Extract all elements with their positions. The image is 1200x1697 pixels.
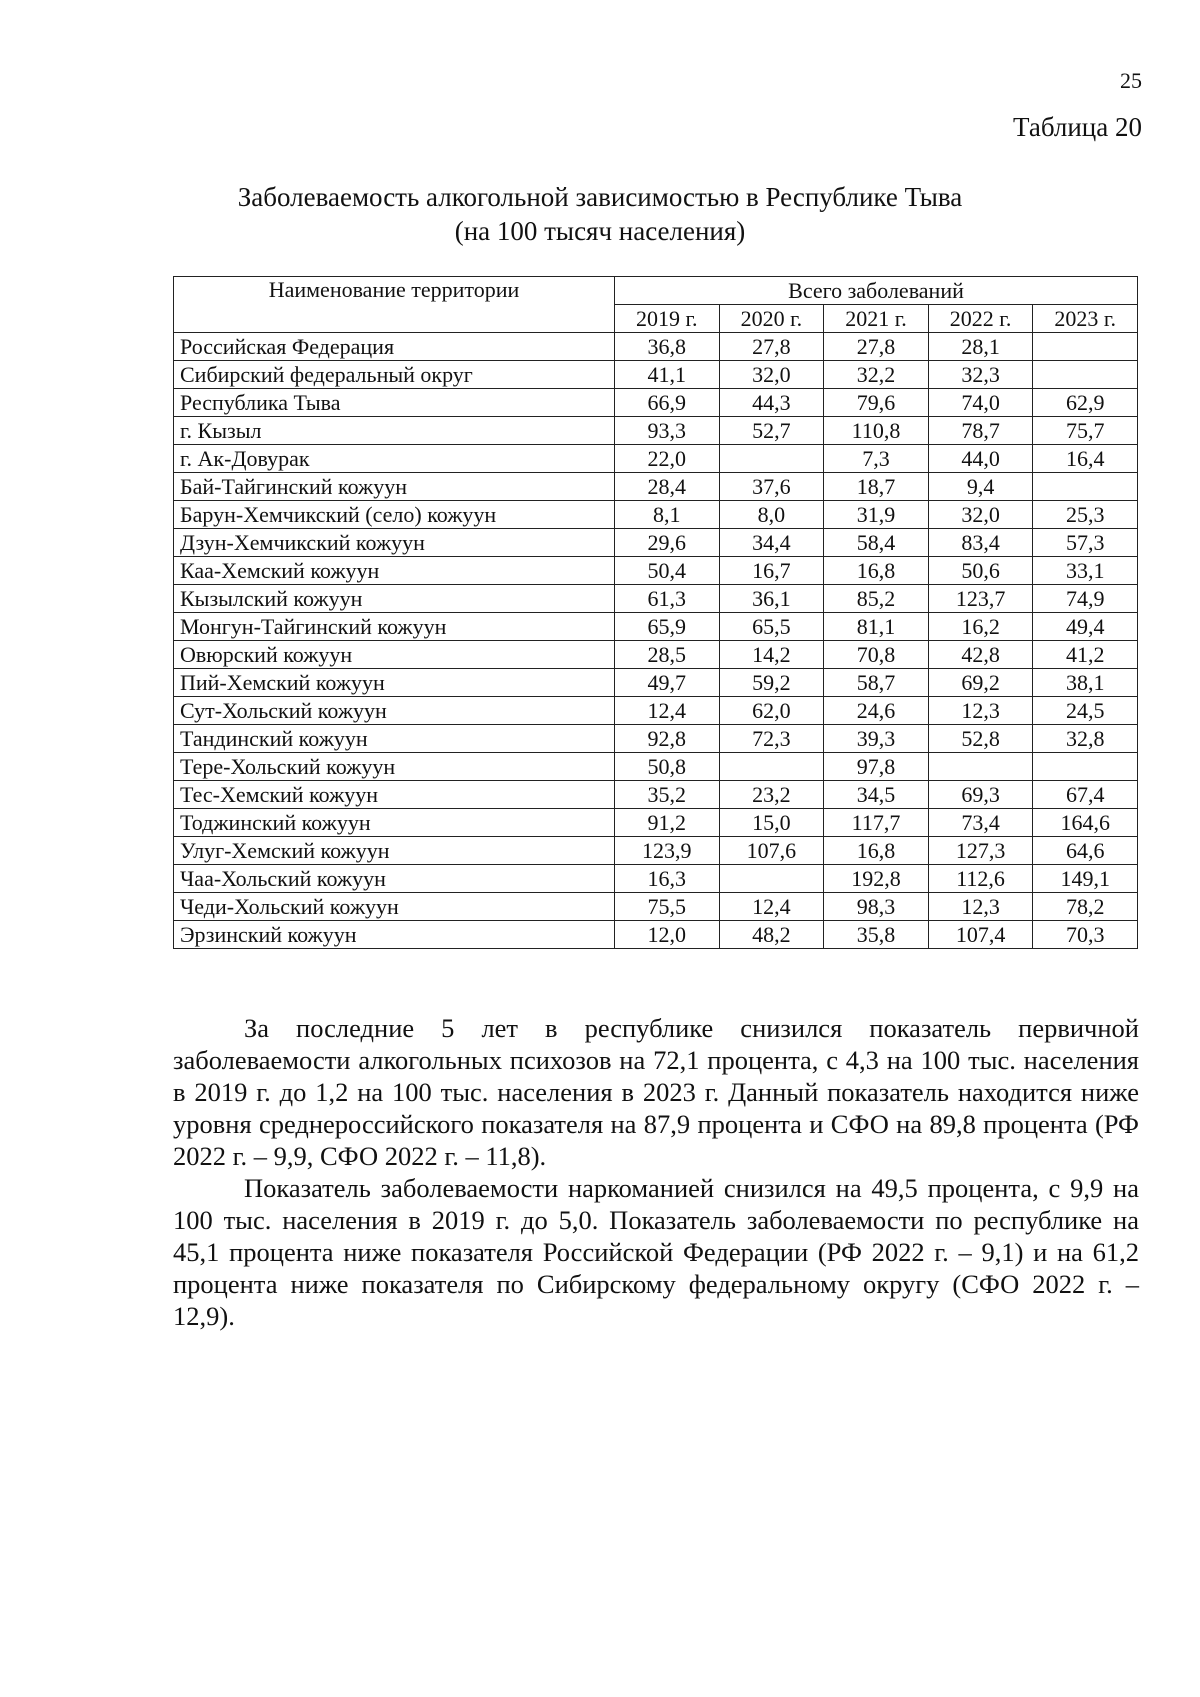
table-header-row-1 bbox=[174, 277, 1138, 305]
value-cell: 49,4 bbox=[1033, 613, 1138, 641]
value-cell: 127,3 bbox=[928, 837, 1033, 865]
value-cell: 78,7 bbox=[928, 417, 1033, 445]
territory-name: Улуг-Хемский кожуун bbox=[174, 837, 615, 865]
table-row bbox=[174, 753, 1138, 781]
table-row bbox=[174, 585, 1138, 613]
territory-name: Каа-Хемский кожуун bbox=[174, 557, 615, 585]
value-cell bbox=[928, 753, 1033, 781]
territory-name: г. Кызыл bbox=[174, 417, 615, 445]
value-cell: 8,0 bbox=[719, 501, 824, 529]
value-cell: 42,8 bbox=[928, 641, 1033, 669]
territory-name: Дзун-Хемчикский кожуун bbox=[174, 529, 615, 557]
value-cell: 37,6 bbox=[719, 473, 824, 501]
value-cell: 34,4 bbox=[719, 529, 824, 557]
territory-name: Тандинский кожуун bbox=[174, 725, 615, 753]
value-cell: 69,2 bbox=[928, 669, 1033, 697]
value-cell: 38,1 bbox=[1033, 669, 1138, 697]
territory-name: Овюрский кожуун bbox=[174, 641, 615, 669]
value-cell: 15,0 bbox=[719, 809, 824, 837]
value-cell: 27,8 bbox=[719, 333, 824, 361]
value-cell: 32,3 bbox=[928, 361, 1033, 389]
value-cell: 149,1 bbox=[1033, 865, 1138, 893]
value-cell: 44,0 bbox=[928, 445, 1033, 473]
value-cell: 50,4 bbox=[615, 557, 720, 585]
value-cell: 16,8 bbox=[824, 557, 929, 585]
value-cell: 31,9 bbox=[824, 501, 929, 529]
territory-name: Чаа-Хольский кожуун bbox=[174, 865, 615, 893]
value-cell: 74,9 bbox=[1033, 585, 1138, 613]
value-cell: 16,3 bbox=[615, 865, 720, 893]
value-cell: 52,7 bbox=[719, 417, 824, 445]
value-cell: 98,3 bbox=[824, 893, 929, 921]
paragraph-drug-addiction: Показатель заболеваемости наркоманией снизился на 49,5 процента, с 9,9 на 100 тыс. населения в 2019 г. до 5,0. Показатель заболеваемости по республике на 45,1 процента ниже показателя Российской Федерации (РФ 2022 г. – 9,1) и на 61,2 процента ниже показателя по Сибирскому федеральному округу (СФО 2022 г. – 12,9). bbox=[173, 1173, 1139, 1331]
table-row bbox=[174, 809, 1138, 837]
paragraph-alcohol-psychoses: За последние 5 лет в республике снизился показатель первичной заболеваемости алкогольных психозов на 72,1 процента, с 4,3 на 100 тыс. населения в 2019 г. до 1,2 на 100 тыс. населения в 2023 г. Данный показатель находится ниже уровня среднероссийского показателя на 87,9 процента и СФО на 89,8 процента (РФ 2022 г. – 9,9, СФО 2022 г. – 11,8). bbox=[173, 1013, 1139, 1171]
value-cell: 12,3 bbox=[928, 893, 1033, 921]
value-cell: 32,0 bbox=[719, 361, 824, 389]
table-row bbox=[174, 641, 1138, 669]
value-cell: 24,6 bbox=[824, 697, 929, 725]
table-row bbox=[174, 781, 1138, 809]
header-year: 2019 г. bbox=[615, 305, 720, 333]
body-text bbox=[173, 1012, 1139, 1332]
value-cell: 22,0 bbox=[615, 445, 720, 473]
table-caption: Таблица 20 bbox=[1013, 112, 1142, 142]
table-row bbox=[174, 697, 1138, 725]
value-cell: 12,0 bbox=[615, 921, 720, 949]
header-territory: Наименование территории bbox=[174, 277, 615, 333]
value-cell: 32,0 bbox=[928, 501, 1033, 529]
value-cell: 78,2 bbox=[1033, 893, 1138, 921]
value-cell bbox=[719, 865, 824, 893]
value-cell: 83,4 bbox=[928, 529, 1033, 557]
value-cell: 81,1 bbox=[824, 613, 929, 641]
territory-name: Российская Федерация bbox=[174, 333, 615, 361]
value-cell: 41,1 bbox=[615, 361, 720, 389]
value-cell: 32,2 bbox=[824, 361, 929, 389]
value-cell: 58,7 bbox=[824, 669, 929, 697]
table-row bbox=[174, 361, 1138, 389]
value-cell bbox=[1033, 473, 1138, 501]
territory-name: Пий-Хемский кожуун bbox=[174, 669, 615, 697]
value-cell: 65,5 bbox=[719, 613, 824, 641]
value-cell: 48,2 bbox=[719, 921, 824, 949]
value-cell bbox=[1033, 361, 1138, 389]
table-row bbox=[174, 837, 1138, 865]
value-cell: 41,2 bbox=[1033, 641, 1138, 669]
value-cell: 117,7 bbox=[824, 809, 929, 837]
table-row bbox=[174, 389, 1138, 417]
value-cell: 59,2 bbox=[719, 669, 824, 697]
table-row bbox=[174, 445, 1138, 473]
value-cell: 8,1 bbox=[615, 501, 720, 529]
value-cell: 62,0 bbox=[719, 697, 824, 725]
value-cell: 75,5 bbox=[615, 893, 720, 921]
value-cell: 25,3 bbox=[1033, 501, 1138, 529]
value-cell: 28,5 bbox=[615, 641, 720, 669]
value-cell: 28,1 bbox=[928, 333, 1033, 361]
value-cell: 73,4 bbox=[928, 809, 1033, 837]
value-cell: 70,3 bbox=[1033, 921, 1138, 949]
value-cell: 75,7 bbox=[1033, 417, 1138, 445]
value-cell: 32,8 bbox=[1033, 725, 1138, 753]
value-cell: 67,4 bbox=[1033, 781, 1138, 809]
table-row bbox=[174, 921, 1138, 949]
value-cell: 7,3 bbox=[824, 445, 929, 473]
value-cell: 36,1 bbox=[719, 585, 824, 613]
table-row bbox=[174, 333, 1138, 361]
value-cell: 57,3 bbox=[1033, 529, 1138, 557]
table-body bbox=[174, 333, 1138, 949]
value-cell: 16,8 bbox=[824, 837, 929, 865]
territory-name: Бай-Тайгинский кожуун bbox=[174, 473, 615, 501]
value-cell: 33,1 bbox=[1033, 557, 1138, 585]
value-cell bbox=[719, 445, 824, 473]
value-cell: 16,2 bbox=[928, 613, 1033, 641]
title-line-1: Заболеваемость алкогольной зависимостью в Республике Тыва bbox=[237, 182, 963, 212]
value-cell: 91,2 bbox=[615, 809, 720, 837]
table-row bbox=[174, 893, 1138, 921]
value-cell: 39,3 bbox=[824, 725, 929, 753]
value-cell: 36,8 bbox=[615, 333, 720, 361]
title-line-2: (на 100 тысяч населения) bbox=[454, 216, 746, 246]
value-cell: 72,3 bbox=[719, 725, 824, 753]
value-cell: 27,8 bbox=[824, 333, 929, 361]
territory-name: Сут-Хольский кожуун bbox=[174, 697, 615, 725]
value-cell: 12,3 bbox=[928, 697, 1033, 725]
table-row bbox=[174, 557, 1138, 585]
territory-name: Тес-Хемский кожуун bbox=[174, 781, 615, 809]
value-cell bbox=[1033, 333, 1138, 361]
table-row bbox=[174, 417, 1138, 445]
value-cell: 92,8 bbox=[615, 725, 720, 753]
header-total-cases: Всего заболеваний bbox=[615, 277, 1138, 305]
table-row bbox=[174, 865, 1138, 893]
value-cell: 97,8 bbox=[824, 753, 929, 781]
value-cell: 24,5 bbox=[1033, 697, 1138, 725]
value-cell: 66,9 bbox=[615, 389, 720, 417]
value-cell: 23,2 bbox=[719, 781, 824, 809]
value-cell: 61,3 bbox=[615, 585, 720, 613]
territory-name: Республика Тыва bbox=[174, 389, 615, 417]
header-year: 2022 г. bbox=[928, 305, 1033, 333]
incidence-table bbox=[173, 276, 1138, 949]
value-cell: 16,7 bbox=[719, 557, 824, 585]
territory-name: Тере-Хольский кожуун bbox=[174, 753, 615, 781]
value-cell: 64,6 bbox=[1033, 837, 1138, 865]
territory-name: Монгун-Тайгинский кожуун bbox=[174, 613, 615, 641]
territory-name: Кызылский кожуун bbox=[174, 585, 615, 613]
value-cell: 62,9 bbox=[1033, 389, 1138, 417]
value-cell: 79,6 bbox=[824, 389, 929, 417]
territory-name: Эрзинский кожуун bbox=[174, 921, 615, 949]
value-cell: 123,9 bbox=[615, 837, 720, 865]
value-cell: 35,8 bbox=[824, 921, 929, 949]
page-number: 25 bbox=[1120, 68, 1142, 93]
header-year: 2023 г. bbox=[1033, 305, 1138, 333]
value-cell: 112,6 bbox=[928, 865, 1033, 893]
value-cell bbox=[1033, 753, 1138, 781]
territory-name: Чеди-Хольский кожуун bbox=[174, 893, 615, 921]
value-cell: 65,9 bbox=[615, 613, 720, 641]
value-cell: 93,3 bbox=[615, 417, 720, 445]
table-row bbox=[174, 501, 1138, 529]
value-cell: 52,8 bbox=[928, 725, 1033, 753]
value-cell: 192,8 bbox=[824, 865, 929, 893]
value-cell: 164,6 bbox=[1033, 809, 1138, 837]
value-cell: 58,4 bbox=[824, 529, 929, 557]
table-row bbox=[174, 669, 1138, 697]
value-cell: 9,4 bbox=[928, 473, 1033, 501]
value-cell: 29,6 bbox=[615, 529, 720, 557]
value-cell: 107,6 bbox=[719, 837, 824, 865]
table-row bbox=[174, 725, 1138, 753]
value-cell: 85,2 bbox=[824, 585, 929, 613]
value-cell: 49,7 bbox=[615, 669, 720, 697]
value-cell: 69,3 bbox=[928, 781, 1033, 809]
value-cell: 50,8 bbox=[615, 753, 720, 781]
value-cell: 70,8 bbox=[824, 641, 929, 669]
value-cell: 107,4 bbox=[928, 921, 1033, 949]
value-cell: 14,2 bbox=[719, 641, 824, 669]
territory-name: Тоджинский кожуун bbox=[174, 809, 615, 837]
document-title bbox=[120, 180, 1080, 248]
value-cell: 44,3 bbox=[719, 389, 824, 417]
territory-name: Сибирский федеральный округ bbox=[174, 361, 615, 389]
value-cell: 16,4 bbox=[1033, 445, 1138, 473]
territory-name: Барун-Хемчикский (село) кожуун bbox=[174, 501, 615, 529]
value-cell: 12,4 bbox=[615, 697, 720, 725]
value-cell: 12,4 bbox=[719, 893, 824, 921]
value-cell: 50,6 bbox=[928, 557, 1033, 585]
header-year: 2021 г. bbox=[824, 305, 929, 333]
value-cell bbox=[719, 753, 824, 781]
value-cell: 123,7 bbox=[928, 585, 1033, 613]
territory-name: г. Ак-Довурак bbox=[174, 445, 615, 473]
value-cell: 28,4 bbox=[615, 473, 720, 501]
table-row bbox=[174, 473, 1138, 501]
table-row bbox=[174, 529, 1138, 557]
value-cell: 35,2 bbox=[615, 781, 720, 809]
value-cell: 34,5 bbox=[824, 781, 929, 809]
value-cell: 110,8 bbox=[824, 417, 929, 445]
table-row bbox=[174, 613, 1138, 641]
value-cell: 74,0 bbox=[928, 389, 1033, 417]
header-year: 2020 г. bbox=[719, 305, 824, 333]
value-cell: 18,7 bbox=[824, 473, 929, 501]
